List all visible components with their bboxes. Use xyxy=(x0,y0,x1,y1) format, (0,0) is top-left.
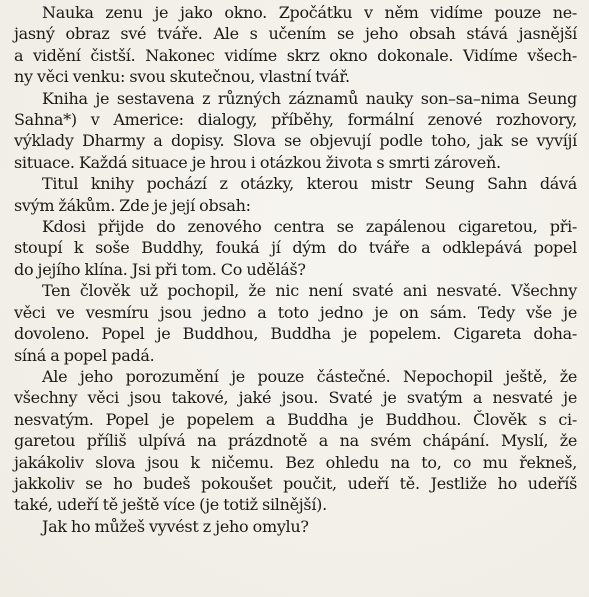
paragraph xyxy=(14,173,577,216)
text-line: výklady Dharmy a dopisy. Slova se objevují podle toho, jak se vyvíjí xyxy=(14,131,577,151)
text-line: Kniha je sestavena z různých záznamů nauky son–sa–nima Seung xyxy=(42,88,577,108)
paragraph xyxy=(14,280,577,366)
text-line: také, udeří tě ještě více (je totiž silnější). xyxy=(14,495,327,515)
paragraph xyxy=(14,216,577,280)
text-line: Ten člověk už pochopil, že nic není svaté ani nesvaté. Všechny xyxy=(42,281,577,301)
text-line: Nauka zenu je jako okno. Zpočátku v něm vidíme pouze ne- xyxy=(42,3,577,22)
text-line: nesvatým. Popel je popelem a Buddha je Buddhou. Člověk s ci- xyxy=(14,409,577,429)
text-line: situace. Každá situace je hrou i otázkou života s smrti zároveň. xyxy=(14,152,501,172)
paragraph xyxy=(14,88,577,174)
text-line: věci ve vesmíru jsou jedno a toto jedno je on sám. Tedy vše je xyxy=(14,302,577,322)
text-line: garetou příliš ulpívá na prázdnotě a na svém chápání. Myslí, že xyxy=(14,431,577,451)
paragraph xyxy=(14,366,577,516)
text-line: dovoleno. Popel je Buddhou, Buddha je popelem. Cigareta doha- xyxy=(14,324,577,344)
text-line: všechny věci jsou takové, jaké jsou. Svaté je svatým a nesvaté je xyxy=(14,388,577,408)
text-line: Kdosi přijde do zenového centra se zapálenou cigaretou, při- xyxy=(42,217,577,237)
paragraph xyxy=(14,2,577,88)
text-line: do jejího klína. Jsi při tom. Co uděláš? xyxy=(14,259,306,279)
text-line: jakkoliv se ho budeš pokoušet poučit, udeří tě. Jestliže ho udeříš xyxy=(14,473,577,493)
text-line: stoupí k soše Buddhy, fouká jí dým do tváře a odklepává popel xyxy=(14,238,577,258)
text-body xyxy=(14,2,577,537)
text-line: Sahna*) v Americe: dialogy, příběhy, formální zenové rozhovory, xyxy=(14,110,577,130)
text-line: Titul knihy pochází z otázky, kterou mistr Seung Sahn dává xyxy=(42,174,577,194)
text-line: síná a popel padá. xyxy=(14,345,155,365)
text-line: jakákoliv slova jsou k ničemu. Bez ohledu na to, co mu řekneš, xyxy=(14,452,577,472)
paragraph xyxy=(14,516,577,537)
text-line: jasný obraz své tváře. Ale s učením se jeho obsah stává jasnější xyxy=(14,24,577,44)
text-line: Ale jeho porozumění je pouze částečné. Nepochopil ještě, že xyxy=(42,366,577,386)
text-line: ny věci venku: svou skutečnou, vlastní tvář. xyxy=(14,67,350,87)
text-line: a vidění čistší. Nakonec vidíme skrz okno dokonale. Vidíme všech- xyxy=(14,45,577,65)
text-line: svým žákům. Zde je její obsah: xyxy=(14,195,251,215)
text-line: Jak ho můžeš vyvést z jeho omylu? xyxy=(42,516,309,536)
